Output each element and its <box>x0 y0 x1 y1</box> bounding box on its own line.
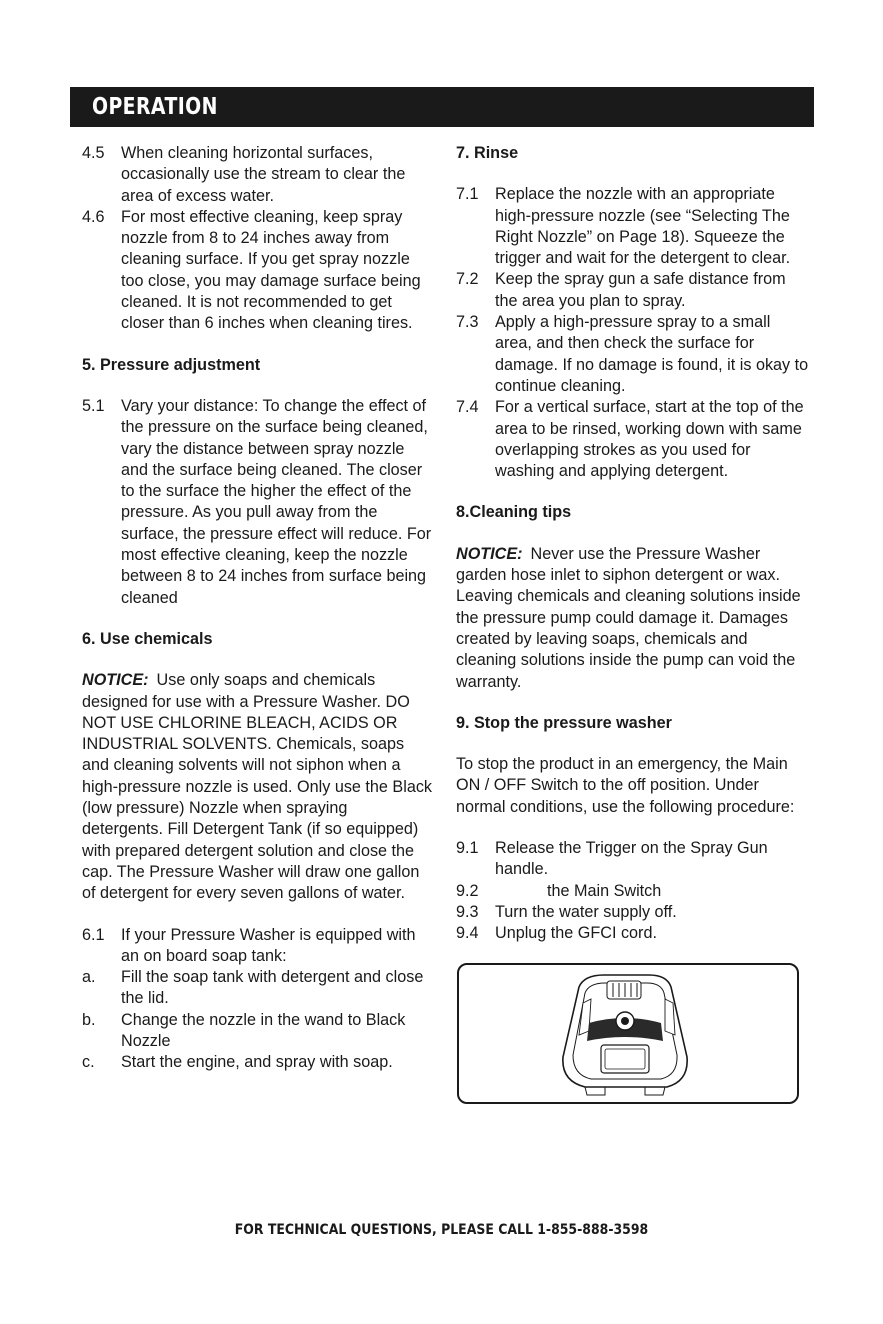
switch-illustration-frame <box>457 963 799 1104</box>
list-item-5-1 <box>82 396 432 609</box>
pressure-washer-top-illustration <box>549 969 699 1099</box>
list-item-a <box>82 967 432 1010</box>
item-number: 9.2 <box>456 881 479 900</box>
footer-contact: FOR TECHNICAL QUESTIONS, PLEASE CALL 1-855-888-3598 <box>234 1222 649 1238</box>
notice-paragraph <box>456 544 811 693</box>
item-text: Start the engine, and spray with soap. <box>121 1053 393 1072</box>
stop-paragraph: To stop the product in an emergency, the Main ON / OFF Switch to the off position. Under normal conditions, use the following procedure: <box>456 755 795 816</box>
section-heading-cleaning-tips: 8.Cleaning tips <box>456 503 572 522</box>
notice-label: NOTICE: <box>82 671 149 690</box>
item-text: If your Pressure Washer is equipped with an on board soap tank: <box>121 925 416 965</box>
item-number: 9.4 <box>456 924 479 943</box>
item-text: Release the Trigger on the Spray Gun handle. <box>495 839 768 879</box>
list-item-7-3 <box>456 312 811 397</box>
item-text: For a vertical surface, start at the top of the area to be rinsed, working down with same overlapping strokes as you used for washing and applying detergent. <box>495 398 804 481</box>
item-text: For most effective cleaning, keep spray nozzle from 8 to 24 inches away from cleaning surface. If you get spray nozzle too close, you may damage surface being cleaned. It is not recommended to get closer than 6 inches when cleaning tires. <box>121 207 421 333</box>
list-item-7-4 <box>456 397 811 482</box>
list-item-9-4 <box>456 923 811 944</box>
item-text: Unplug the GFCI cord. <box>495 924 657 943</box>
list-item-7-2 <box>456 269 811 312</box>
left-column <box>82 143 432 1074</box>
notice-label: NOTICE: <box>456 544 523 563</box>
page-title: OPERATION <box>92 94 218 120</box>
item-number: b. <box>82 1010 96 1029</box>
section-heading-rinse: 7. Rinse <box>456 144 519 162</box>
list-item-9-1 <box>456 838 811 881</box>
item-text: the Main Switch <box>547 881 662 900</box>
list-item-4-5 <box>82 143 432 207</box>
item-number: 4.5 <box>82 144 105 162</box>
section-heading-pressure-adjustment: 5. Pressure adjustment <box>82 355 261 374</box>
item-number: 7.2 <box>456 270 479 289</box>
item-number: 4.6 <box>82 207 105 226</box>
list-item-9-2 <box>456 881 811 902</box>
item-number: 6.1 <box>82 925 105 944</box>
item-number: 7.4 <box>456 398 479 417</box>
list-item-4-6 <box>82 207 432 335</box>
item-number: 5.1 <box>82 396 105 415</box>
item-text: Replace the nozzle with an appropriate high-pressure nozzle (see “Selecting The Right Nozzle” on Page 18). Squeeze the trigger and wait for the detergent to clear. <box>495 185 791 268</box>
item-text: Fill the soap tank with detergent and close the lid. <box>121 968 424 1008</box>
list-item-b <box>82 1010 432 1053</box>
item-text: Turn the water supply off. <box>495 902 677 921</box>
item-number: 7.1 <box>456 185 479 204</box>
notice-text: Never use the Pressure Washer garden hose inlet to siphon detergent or wax. Leaving chemicals and cleaning solutions inside the pressure pump could damage it. Damages created by leaving soaps, chemicals and cleaning solutions inside the pump can void the warranty. <box>456 544 801 691</box>
item-text: When cleaning horizontal surfaces, occasionally use the stream to clear the area of excess water. <box>121 144 406 205</box>
item-text: Vary your distance: To change the effect of the pressure on the surface being cleaned, vary the distance between spray nozzle and the surface being cleaned. The closer to the surface the higher the effect of the pressure. As you pull away from the surface, the pressure effect will reduce. For most effective cleaning, keep the nozzle between 8 to 24 inches from surface being cleaned <box>121 396 432 607</box>
item-number: 9.1 <box>456 839 479 858</box>
item-number: c. <box>82 1053 95 1072</box>
section-heading-use-chemicals: 6. Use chemicals <box>82 629 213 648</box>
section-banner <box>70 87 814 127</box>
notice-text: Use only soaps and chemicals designed for use with a Pressure Washer. DO NOT USE CHLORINE BLEACH, ACIDS OR INDUSTRIAL SOLVENTS. Chemicals, soaps and cleaning solvents will not siphon when a high-pressure nozzle is used. Only use the Black (low pressure) Nozzle when spraying detergents. Fill Detergent Tank (if so equipped) with prepared detergent solution and close the cap. The Pressure Washer will draw one gallon of detergent for every seven gallons of water. <box>82 671 433 903</box>
list-item-7-1 <box>456 184 811 269</box>
item-number: a. <box>82 968 96 987</box>
section-heading-stop-pressure-washer: 9. Stop the pressure washer <box>456 713 672 732</box>
right-column <box>456 143 811 1104</box>
item-number: 9.3 <box>456 902 479 921</box>
list-item-6-1 <box>82 925 432 968</box>
item-text: Change the nozzle in the wand to Black Nozzle <box>121 1010 406 1050</box>
list-item-c <box>82 1052 432 1073</box>
item-number: 7.3 <box>456 313 479 332</box>
notice-paragraph <box>82 670 432 904</box>
list-item-9-3 <box>456 902 811 923</box>
item-text: Keep the spray gun a safe distance from the area you plan to spray. <box>495 270 786 310</box>
item-text: Apply a high-pressure spray to a small area, and then check the surface for damage. If no damage is found, it is okay to continue cleaning. <box>495 313 809 395</box>
